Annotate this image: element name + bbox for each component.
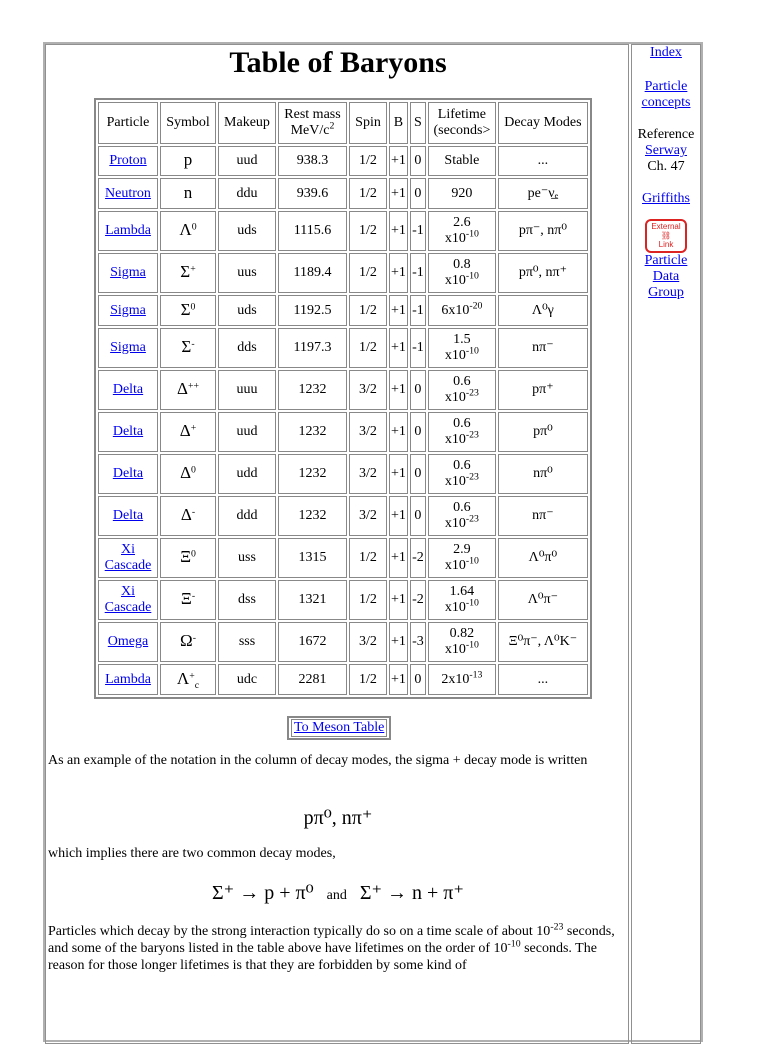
cell-spin: 3/2 (349, 496, 387, 536)
table-row (98, 496, 588, 536)
meson-table-button[interactable] (287, 716, 391, 740)
cell-symbol (160, 146, 216, 176)
lifetime-mantissa: 0.82 (449, 626, 475, 641)
symbol-base: Δ (180, 505, 192, 524)
cell-lifetime (428, 622, 496, 662)
para3-exp2: -10 (507, 938, 521, 950)
cell-spin: 3/2 (349, 454, 387, 494)
cell-decay: pπ⁰ (498, 412, 588, 452)
cell-particle (98, 146, 158, 176)
formula-decay-modes: pπ⁰, nπ⁺ (303, 807, 373, 829)
cell-lifetime (428, 178, 496, 209)
cell-spin: 3/2 (349, 412, 387, 452)
cell-mass: 938.3 (278, 146, 347, 176)
cell-particle (98, 412, 158, 452)
symbol-base: Ξ (180, 547, 192, 566)
cell-spin: 1/2 (349, 178, 387, 209)
cell-spin: 1/2 (349, 295, 387, 326)
cell-decay: ... (498, 664, 588, 695)
cell-mass: 939.6 (278, 178, 347, 209)
cell-b: +1 (389, 146, 408, 176)
cell-spin: 1/2 (349, 664, 387, 695)
particle-link[interactable]: Sigma (110, 340, 146, 355)
cell-lifetime (428, 664, 496, 695)
cell-mass: 1232 (278, 496, 347, 536)
particle-link[interactable]: Delta (112, 508, 144, 523)
ext-line1: External (651, 222, 681, 231)
cell-b: +1 (389, 328, 408, 368)
cell-decay: pπ⁺ (498, 370, 588, 410)
particle-link-line2[interactable]: Cascade (104, 600, 152, 615)
reference-label: Reference (637, 127, 695, 142)
cell-s: -2 (410, 580, 426, 620)
particle-link[interactable]: Xi (121, 542, 135, 557)
pdg-line2: Data (652, 269, 680, 284)
cell-makeup: udc (218, 664, 276, 695)
cell-particle (98, 253, 158, 293)
serway-link[interactable]: Serway (645, 143, 687, 158)
lifetime-exp: -10 (465, 345, 479, 357)
symbol-base: Ω (180, 631, 193, 650)
cell-mass: 1115.6 (278, 211, 347, 251)
table-row (98, 146, 588, 176)
cell-mass: 1192.5 (278, 295, 347, 326)
table-row (98, 295, 588, 326)
cell-particle (98, 211, 158, 251)
cell-decay: Λ⁰π⁻ (498, 580, 588, 620)
cell-lifetime (428, 211, 496, 251)
cell-mass: 1197.3 (278, 328, 347, 368)
lifetime-exp: -20 (469, 299, 483, 311)
cell-s: -1 (410, 328, 426, 368)
symbol-sup: 0 (191, 221, 197, 233)
header-decay-modes: Decay Modes (498, 102, 588, 144)
cell-s: 0 (410, 454, 426, 494)
header-particle: Particle (98, 102, 158, 144)
cell-makeup: uds (218, 295, 276, 326)
header-makeup: Makeup (218, 102, 276, 144)
symbol-base: Λ (176, 668, 190, 688)
baryon-table (94, 98, 592, 699)
cell-makeup: uds (218, 211, 276, 251)
cell-particle (98, 178, 158, 209)
cell-particle (98, 370, 158, 410)
header-mass-line2: MeV/c (290, 123, 330, 138)
cell-decay: ... (498, 146, 588, 176)
cell-spin: 1/2 (349, 211, 387, 251)
particle-link-line2[interactable]: Cascade (104, 558, 152, 573)
cell-makeup: uud (218, 412, 276, 452)
cell-spin: 1/2 (349, 253, 387, 293)
cell-particle (98, 496, 158, 536)
header-life-line1: Lifetime (437, 107, 486, 122)
cell-lifetime (428, 146, 496, 176)
cell-lifetime (428, 454, 496, 494)
cell-decay: Λ⁰γ (498, 295, 588, 326)
cell-mass: 2281 (278, 664, 347, 695)
header-symbol: Symbol (160, 102, 216, 144)
header-b: B (389, 102, 408, 144)
lifetime-mantissa: 920 (451, 185, 473, 201)
cell-s: -3 (410, 622, 426, 662)
cell-symbol (160, 496, 216, 536)
table-row (98, 664, 588, 695)
cell-makeup: udd (218, 454, 276, 494)
table-row (98, 370, 588, 410)
cell-b: +1 (389, 211, 408, 251)
symbol-sup: - (191, 590, 196, 602)
cell-makeup: ddu (218, 178, 276, 209)
meson-table-link[interactable]: To Meson Table (294, 720, 385, 735)
lifetime-mantissa: 1.5 (453, 332, 471, 347)
cell-symbol (160, 454, 216, 494)
paragraph-lifetimes (48, 923, 628, 974)
lifetime-exp: -10 (465, 270, 479, 282)
symbol-sup: - (191, 338, 195, 350)
cell-particle (98, 580, 158, 620)
table-row (98, 454, 588, 494)
lifetime-base: 6x10 (441, 302, 470, 318)
cell-lifetime (428, 496, 496, 536)
cell-lifetime (428, 412, 496, 452)
particle-link[interactable]: Lambda (105, 223, 151, 238)
concepts-line2: concepts (641, 95, 691, 110)
para3-part3: seconds. The reason for those longer lifetimes is that they are forbidden by some kind of (48, 941, 597, 973)
cell-makeup: ddd (218, 496, 276, 536)
cell-symbol (160, 328, 216, 368)
particle-link[interactable]: Proton (109, 153, 147, 168)
symbol-sup: 0 (190, 300, 196, 312)
symbol-base: Δ (177, 379, 188, 398)
particle-link[interactable]: Delta (112, 382, 144, 397)
symbol-sup: + (190, 263, 196, 275)
cell-s: -1 (410, 253, 426, 293)
lifetime-base: x10 (444, 231, 466, 246)
cell-particle (98, 538, 158, 578)
particle-link[interactable]: Lambda (105, 671, 151, 687)
cell-particle (98, 295, 158, 326)
concepts-line1: Particle (644, 79, 688, 94)
cell-lifetime (428, 370, 496, 410)
cell-spin: 1/2 (349, 538, 387, 578)
cell-mass: 1232 (278, 412, 347, 452)
cell-lifetime (428, 253, 496, 293)
lifetime-exp: -23 (465, 471, 479, 483)
cell-s: 0 (410, 664, 426, 695)
lifetime-mantissa: 0.8 (453, 257, 471, 272)
lifetime-exp: -10 (465, 228, 479, 240)
particle-link[interactable]: Xi (121, 584, 135, 599)
symbol-base: n (183, 182, 193, 202)
cell-symbol (160, 211, 216, 251)
table-row (98, 328, 588, 368)
cell-s: 0 (410, 370, 426, 410)
table-row (98, 622, 588, 662)
cell-decay: Λ⁰π⁰ (498, 538, 588, 578)
table-row (98, 178, 588, 209)
formula-sigma-decays (46, 880, 629, 905)
cell-s: 0 (410, 496, 426, 536)
lifetime-exp: -23 (465, 387, 479, 399)
particle-link[interactable]: Neutron (105, 185, 151, 201)
cell-mass: 1232 (278, 370, 347, 410)
external-link-icon[interactable] (645, 219, 687, 253)
symbol-base: Σ (181, 337, 192, 356)
cell-decay: pπ⁰, nπ⁺ (498, 253, 588, 293)
formula-right: Σ⁺ → n + π⁺ (359, 882, 464, 904)
symbol-sup: 0 (191, 464, 196, 476)
symbol-base: Ξ (180, 589, 192, 608)
lifetime-exp: -10 (465, 597, 479, 609)
cell-decay: nπ⁻ (498, 328, 588, 368)
lifetime-mantissa: 0.6 (453, 500, 471, 515)
symbol-sup: - (192, 632, 196, 644)
lifetime-base: x10 (444, 600, 466, 615)
particle-concepts-link[interactable] (642, 79, 691, 110)
cell-mass: 1232 (278, 454, 347, 494)
symbol-sub: c (194, 679, 200, 691)
cell-makeup: uss (218, 538, 276, 578)
cell-s: 0 (410, 146, 426, 176)
cell-lifetime (428, 538, 496, 578)
cell-b: +1 (389, 412, 408, 452)
particle-link[interactable]: Sigma (110, 265, 146, 280)
cell-particle (98, 622, 158, 662)
cell-symbol (160, 622, 216, 662)
header-life-line2: (seconds> (433, 123, 491, 138)
lifetime-mantissa: Stable (444, 153, 480, 168)
lifetime-mantissa: 1.64 (449, 584, 475, 599)
lifetime-base: x10 (444, 558, 466, 573)
cell-particle (98, 454, 158, 494)
cell-symbol (160, 412, 216, 452)
lifetime-mantissa: 0.6 (453, 374, 471, 389)
lifetime-mantissa: 2.9 (453, 542, 471, 557)
cell-makeup: uuu (218, 370, 276, 410)
symbol-base: Δ (180, 463, 192, 482)
cell-spin: 1/2 (349, 146, 387, 176)
lifetime-exp: -13 (469, 668, 483, 680)
cell-particle (98, 664, 158, 695)
formula-left: Σ⁺ → p + π⁰ (212, 882, 314, 904)
cell-makeup: dds (218, 328, 276, 368)
cell-symbol (160, 295, 216, 326)
cell-makeup: dss (218, 580, 276, 620)
cell-decay: pe⁻ν̲ₑ (498, 178, 588, 209)
cell-symbol (160, 253, 216, 293)
symbol-base: Λ (179, 220, 192, 239)
cell-s: 0 (410, 178, 426, 209)
cell-symbol (160, 664, 216, 695)
header-rest-mass (278, 102, 347, 144)
lifetime-base: x10 (444, 474, 466, 489)
cell-spin: 3/2 (349, 622, 387, 662)
para3-part1: Particles which decay by the strong interaction typically do so on a time scale of about 10 (48, 924, 551, 939)
cell-makeup: uud (218, 146, 276, 176)
cell-particle (98, 328, 158, 368)
sidebar (631, 44, 701, 1044)
cell-mass: 1321 (278, 580, 347, 620)
formula-and: and (326, 888, 347, 903)
cell-lifetime (428, 580, 496, 620)
symbol-sup: + (189, 669, 195, 681)
lifetime-exp: -23 (465, 513, 479, 525)
table-row (98, 580, 588, 620)
table-row (98, 211, 588, 251)
symbol-sup: - (191, 506, 196, 518)
particle-link[interactable]: Sigma (110, 302, 146, 318)
symbol-base: Σ (180, 299, 191, 319)
lifetime-base: x10 (444, 432, 466, 447)
paragraph-notation: As an example of the notation in the column of decay modes, the sigma + decay mode is written (48, 753, 588, 768)
lifetime-base: 2x10 (441, 671, 470, 687)
cell-b: +1 (389, 496, 408, 536)
symbol-base: Σ (180, 262, 191, 281)
particle-data-group-link[interactable] (645, 253, 688, 300)
cell-s: -2 (410, 538, 426, 578)
paragraph-two-modes: which implies there are two common decay modes, (48, 846, 336, 861)
cell-decay: nπ⁻ (498, 496, 588, 536)
lifetime-base: x10 (444, 642, 466, 657)
lifetime-mantissa: 0.6 (453, 458, 471, 473)
symbol-base: Δ (179, 421, 191, 440)
cell-decay: nπ⁰ (498, 454, 588, 494)
cell-s: -1 (410, 211, 426, 251)
cell-decay: Ξ⁰π⁻, Λ⁰K⁻ (498, 622, 588, 662)
cell-spin: 1/2 (349, 580, 387, 620)
cell-spin: 3/2 (349, 370, 387, 410)
cell-symbol (160, 178, 216, 209)
cell-symbol (160, 580, 216, 620)
cell-s: 0 (410, 412, 426, 452)
ext-line2: Link (658, 240, 674, 249)
cell-b: +1 (389, 178, 408, 209)
cell-symbol (160, 538, 216, 578)
lifetime-exp: -23 (465, 429, 479, 441)
para3-part2: seconds, and some of the baryons listed in the table above have lifetimes on the order of 10 (48, 924, 615, 956)
lifetime-base: x10 (444, 390, 466, 405)
lifetime-base: x10 (444, 348, 466, 363)
cell-decay: pπ⁻, nπ⁰ (498, 211, 588, 251)
header-mass-line1: Rest mass (284, 107, 341, 122)
page-title: Table of Baryons (229, 46, 447, 79)
cell-mass: 1189.4 (278, 253, 347, 293)
header-lifetime (428, 102, 496, 144)
lifetime-mantissa: 0.6 (453, 416, 471, 431)
cell-mass: 1315 (278, 538, 347, 578)
particle-link[interactable]: Delta (112, 424, 144, 439)
cell-b: +1 (389, 664, 408, 695)
cell-mass: 1672 (278, 622, 347, 662)
cell-makeup: sss (218, 622, 276, 662)
cell-b: +1 (389, 295, 408, 326)
pdg-line3: Group (648, 285, 684, 300)
lifetime-exp: -10 (465, 639, 479, 651)
table-row (98, 412, 588, 452)
lifetime-base: x10 (444, 273, 466, 288)
cell-b: +1 (389, 580, 408, 620)
cell-lifetime (428, 295, 496, 326)
chain-icon: ⛓ (660, 231, 672, 240)
index-link[interactable]: Index (650, 45, 682, 60)
cell-b: +1 (389, 538, 408, 578)
header-s: S (410, 102, 426, 144)
symbol-base: p (183, 150, 193, 169)
lifetime-exp: -10 (465, 555, 479, 567)
cell-symbol (160, 370, 216, 410)
main-content (45, 44, 629, 1044)
table-row (98, 253, 588, 293)
cell-b: +1 (389, 454, 408, 494)
para3-exp1: -23 (550, 921, 564, 933)
cell-b: +1 (389, 622, 408, 662)
symbol-sup: 0 (191, 548, 196, 560)
cell-b: +1 (389, 370, 408, 410)
header-spin: Spin (349, 102, 387, 144)
cell-s: -1 (410, 295, 426, 326)
lifetime-base: x10 (444, 516, 466, 531)
cell-b: +1 (389, 253, 408, 293)
chapter-label: Ch. 47 (647, 159, 685, 174)
cell-makeup: uus (218, 253, 276, 293)
cell-lifetime (428, 328, 496, 368)
table-row (98, 538, 588, 578)
lifetime-mantissa: 2.6 (453, 215, 471, 230)
cell-spin: 1/2 (349, 328, 387, 368)
particle-link[interactable]: Delta (112, 466, 144, 481)
symbol-sup: ++ (187, 380, 199, 392)
symbol-sup: + (190, 422, 197, 434)
particle-link[interactable]: Omega (107, 634, 149, 649)
pdg-line1: Particle (644, 253, 688, 268)
griffiths-link[interactable]: Griffiths (642, 191, 690, 206)
header-mass-sup: 2 (329, 120, 335, 132)
